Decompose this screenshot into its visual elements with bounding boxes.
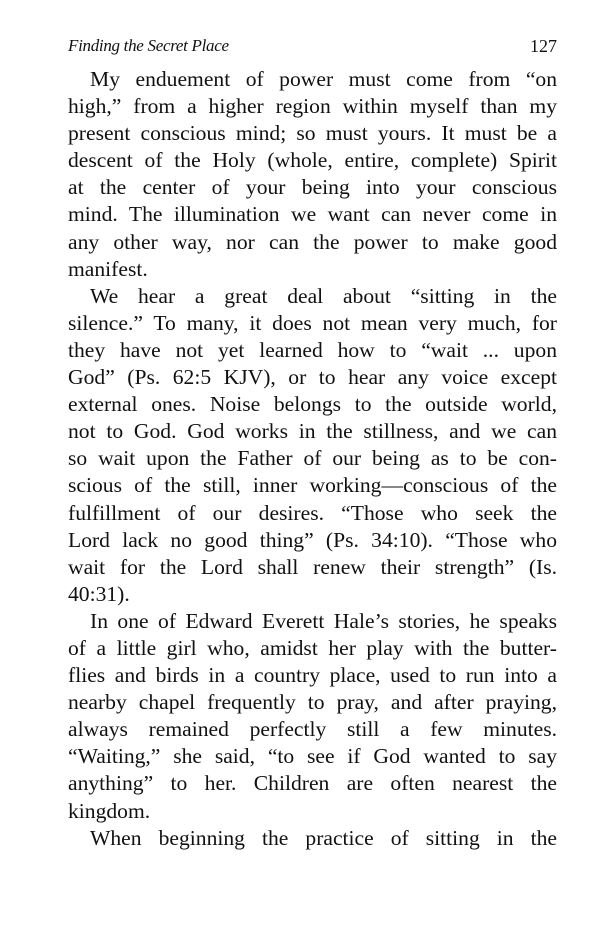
text-line: at the center of your being into your conscious [68, 175, 557, 200]
running-title: Finding the Secret Place [68, 36, 229, 55]
text-line: so wait upon the Father of our being as to be con- [68, 446, 557, 471]
text-line: high,” from a higher region within myself than my [68, 94, 557, 119]
paragraph [68, 825, 557, 852]
page-body [68, 66, 557, 852]
paragraph [68, 283, 557, 608]
text-line: Lord lack no good thing” (Ps. 34:10). “Those who [68, 527, 557, 552]
text-line: wait for the Lord shall renew their strength” (Is. [68, 554, 557, 579]
text-line: any other way, nor can the power to make good [68, 229, 557, 254]
text-line: 40:31). [68, 581, 130, 606]
text-line: they have not yet learned how to “wait ... upon [68, 337, 557, 362]
text-line: flies and birds in a country place, used to run into a [68, 663, 557, 688]
text-line: anything” to her. Children are often nearest the [68, 771, 557, 796]
paragraph [68, 608, 557, 825]
text-line: manifest. [68, 256, 148, 281]
text-line: present conscious mind; so must yours. It must be a [68, 121, 557, 146]
page-header [68, 36, 557, 60]
text-line: In one of Edward Everett Hale’s stories, he speaks [90, 608, 557, 633]
text-line: of a little girl who, amidst her play with the butter- [68, 635, 557, 660]
text-line: kingdom. [68, 798, 151, 823]
text-line: fulfillment of our desires. “Those who seek the [68, 500, 557, 525]
text-line: always remained perfectly still a few minutes. [68, 717, 557, 742]
paragraph [68, 66, 557, 283]
text-line: We hear a great deal about “sitting in the [90, 283, 557, 308]
text-line: When beginning the practice of sitting in the [90, 825, 557, 850]
text-line: “Waiting,” she said, “to see if God wanted to say [68, 744, 557, 769]
text-line: God” (Ps. 62:5 KJV), or to hear any voice except [68, 365, 557, 390]
page-number: 127 [530, 36, 557, 56]
text-line: external ones. Noise belongs to the outside world, [68, 392, 557, 417]
text-line: silence.” To many, it does not mean very much, for [68, 310, 557, 335]
text-line: descent of the Holy (whole, entire, complete) Spirit [68, 148, 557, 173]
text-line: My enduement of power must come from “on [90, 67, 557, 91]
text-line: nearby chapel frequently to pray, and after praying, [68, 690, 557, 715]
text-line: not to God. God works in the stillness, and we can [68, 419, 557, 444]
text-line: mind. The illumination we want can never come in [68, 202, 557, 227]
text-line: scious of the still, inner working—conscious of the [68, 473, 557, 498]
